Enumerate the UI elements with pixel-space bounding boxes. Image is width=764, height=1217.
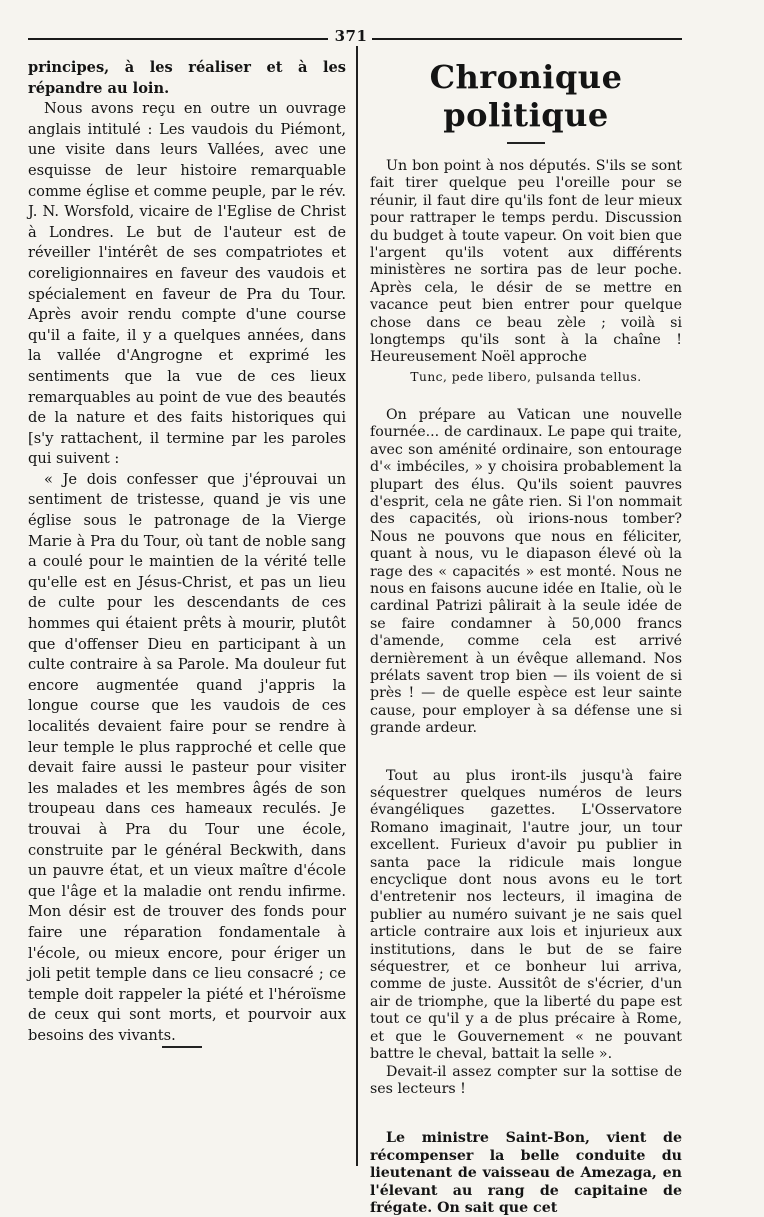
left-paragraph-3: « Je dois confesser que j'éprouvai un sentiment de tristesse, quand je vis une église sous le patronage de la Vierge Marie à Pra du Tour, où tant de noble sang a coulé pour le maintien de la vérité telle qu'elle est en Jésus-Christ, et pas un lieu de culte pour les descendants de ces hommes qui étaient prêts à mourir, plutôt que d'offenser Dieu en participant à un culte contraire à sa Parole. Ma douleur fut encore augmentée quand j'appris la longue course que les vaudois de ces localités devaient faire pour se rendre à leur temple le plus rapproché et celle que devait faire aussi le pasteur pour visiter les malades et les membres âgés de son troupeau dans ces hameaux reculés. Je trouvai à Pra du Tour une école, construite par le général Beckwith, dans un pauvre état, et un vieux maître d'école que l'âge et la maladie ont rendu infirme. Mon désir est de trouver des fonds pour faire une réparation fondamentale à l'école, ou mieux encore, pour ériger un joli petit temple dans ce lieu consacré ; ce temple doit rappeler la piété et l'héroïsme de ceux qui sont morts, et pourvoir aux besoins des vivants. bbox=[28, 470, 346, 1044]
page-number: 371 bbox=[334, 27, 368, 45]
right-paragraph-2: On prépare au Vatican une nouvelle fournée... de cardinaux. Le pape qui traite, avec son aménité ordinaire, son entourage d'« imbéciles, » y choisira probablement la plupart des élus. Qu'ils soient pauvres d'esprit, cela ne gâte rien. Si l'on nommait des capacités, où irions-nous tomber? Nous ne pouvons que nous en féliciter, quant à nous, vu le diapason élevé où la rage des « capacités » est monté. Nous ne nous en faisons aucune idée en Italie, où le cardinal Patrizi pâlirait à la seule idée de se faire condamner à 50,000 francs d'amende, comme cela est arrivé dernièrement à un évêque allemand. Nos prélats savent trop bien — ils voient de si près ! — de quelle espèce est leur sainte cause, pour employer à sa défense une si grande ardeur. bbox=[370, 406, 682, 737]
section-title: Chronique politique bbox=[429, 58, 623, 134]
end-rule-left bbox=[162, 1046, 202, 1048]
right-paragraph-5: Le ministre Saint-Bon, vient de récompenser la belle conduite du lieutenant de vaisseau de Amezaga, en l'élevant au rang de capitaine de frégate. On sait que cet bbox=[370, 1130, 682, 1216]
right-column bbox=[370, 58, 682, 1217]
epigraph: Tunc, pede libero, pulsanda tellus. bbox=[410, 369, 642, 384]
header-rule-left bbox=[28, 38, 328, 40]
right-paragraph-3: Tout au plus iront-ils jusqu'à faire séquestrer quelques numéros de leurs évangéliques gazettes. L'Osservatore Romano imaginait, l'autre jour, un tour excellent. Furieux d'avoir pu publier in santa pace la ridicule mais longue encyclique dont nous avons eu le tort d'entretenir nos lecteurs, il imagina de publier au numéro suivant je ne sais quel article contraire aux lois et injurieux aux institutions, dans le but de se faire séquestrer, et ce bonheur lui arriva, comme de juste. Aussitôt de s'écrier, d'un air de triomphe, que la liberté du pape est tout ce qu'il y a de plus précaire à Rome, et que le Gouvernement « ne pouvant battre le cheval, battait la selle ». bbox=[370, 767, 682, 1063]
title-rule bbox=[507, 142, 545, 144]
left-paragraph-2: Nous avons reçu en outre un ouvrage anglais intitulé : Les vaudois du Piémont, une visite dans leurs Vallées, avec une esquisse de leur histoire remarquable comme église et comme peuple, par le rév. J. N. Worsfold, vicaire de l'Eglise de Christ à Londres. Le but de l'auteur est de réveiller l'intérêt de ses compatriotes et coreligionnaires en faveur des vaudois et spécialement en faveur de Pra du Tour. Après avoir rendu compte d'une course qu'il a faite, il y a quelques années, dans la vallée d'Angrogne et exprimé les sentiments que la vue de ces lieux remarquables au point de vue des beautés de la nature et des faits historiques qui [s'y rattachent, il termine par les paroles qui suivent : bbox=[28, 100, 346, 468]
column-divider bbox=[356, 46, 358, 1166]
right-paragraph-4: Devait-il assez compter sur la sottise de ses lecteurs ! bbox=[370, 1063, 682, 1097]
right-paragraph-1: Un bon point à nos députés. S'ils se sont fait tirer quelque peu l'oreille pour se réunir, il faut dire qu'ils font de leur mieux pour rattraper le temps perdu. Discussion du budget à toute vapeur. On voit bien que l'argent qu'ils votent aux différents ministères ne sortira pas de leur poche. Après cela, le désir de se mettre en vacance peut bien entrer pour quelque chose dans ce beau zèle ; voilà si longtemps qu'ils sont à la chaîne ! Heureusement Noël approche bbox=[370, 158, 682, 366]
left-column bbox=[28, 58, 346, 1047]
left-paragraph-1: principes, à les réaliser et à les répandre au loin. bbox=[28, 59, 346, 97]
header-rule-right bbox=[372, 38, 682, 40]
